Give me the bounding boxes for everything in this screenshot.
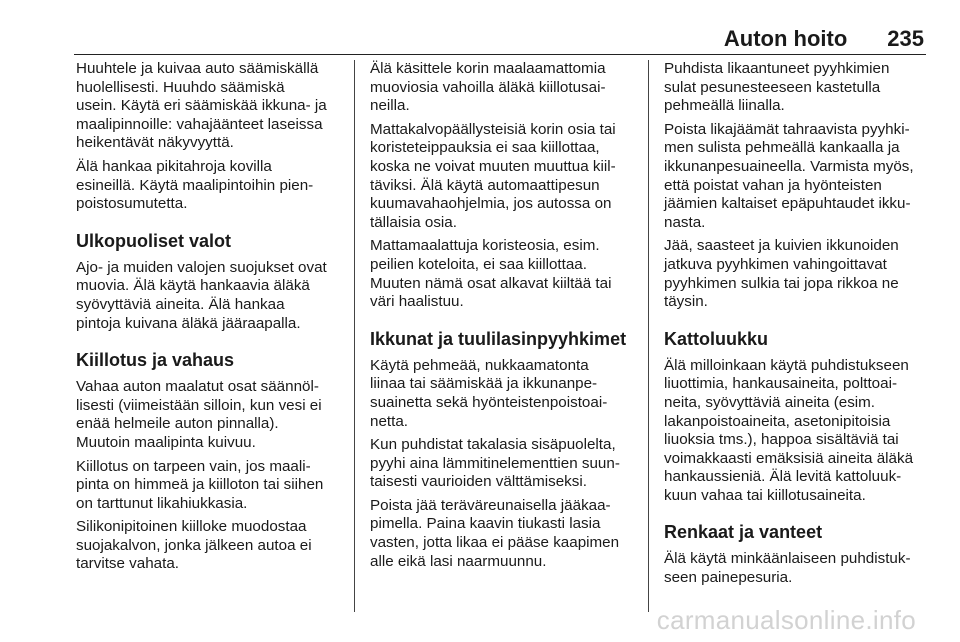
text-line: täviksi. Älä käytä automaattipesun (370, 176, 600, 194)
text-line: neita, syövyttäviä aineita (esim. (664, 393, 876, 411)
text-line: huolellisesti. Huuhdo säämiskä (76, 78, 285, 96)
text-line: jäämien kaltaiset epäpuhtaudet ikku- (664, 195, 911, 213)
header-rule (74, 54, 926, 55)
paragraph (76, 259, 352, 333)
text-line: hankaussieniä. Älä levitä kattoluuk- (664, 468, 902, 486)
text-line: pimella. Paina kaavin tiukasti lasia (370, 515, 601, 533)
text-line: Vahaa auton maalatut osat säännöl- (76, 378, 319, 396)
paragraph (76, 60, 352, 153)
paragraph (370, 121, 646, 233)
text-line: Mattakalvopäällysteisiä korin osia tai (370, 120, 616, 138)
text-line: koristeteippauksia ei saa kiillottaa, (370, 139, 600, 157)
text-line: pintoja kuivana äläkä jääraapalla. (76, 314, 301, 332)
column-divider (354, 60, 355, 612)
text-line: Poista jää teräväreunaisella jääkaa- (370, 496, 611, 514)
text-line: suainetta sekä hyönteistenpoistoai- (370, 393, 608, 411)
text-line: kuumavahaohjelmia, jos autossa on (370, 195, 612, 213)
paragraph (370, 237, 646, 311)
text-line: taisesti vaurioiden välttämiseksi. (370, 473, 587, 491)
text-line: tällaisia osia. (370, 213, 457, 231)
text-line: Jää, saasteet ja kuivien ikkunoiden (664, 237, 899, 255)
text-line: Mattamaalattuja koristeosia, esim. (370, 237, 600, 255)
paragraph (664, 237, 940, 311)
text-line: kuun vahaa tai kiillotusaineita. (664, 486, 866, 504)
text-line: liuoksia tms.), happoa sisältäviä tai (664, 431, 899, 449)
text-line: että poistat vahan ja hyönteisten (664, 176, 882, 194)
text-line: liinaa tai säämiskää ja ikkunanpe- (370, 375, 598, 393)
text-line: Poista likajäämät tahraavista pyyhki- (664, 120, 910, 138)
text-line: on tarttunut likahiukkasia. (76, 494, 248, 512)
text-line: väri haalistuu. (370, 293, 464, 311)
text-line: nasta. (664, 213, 706, 231)
text-line: ikkunanpesuaineella. Varmista myös, (664, 157, 914, 175)
paragraph (76, 518, 352, 574)
text-line: Älä käytä minkäänlaiseen puhdistuk- (664, 550, 911, 568)
text-line: enää helmeile auton pinnalla). (76, 415, 279, 433)
text-line: koska ne voivat muuten muuttua kiil- (370, 157, 616, 175)
text-line: usein. Käytä eri säämiskää ikkuna- ja (76, 97, 327, 115)
text-line: tarvitse vahata. (76, 555, 179, 573)
section-heading: Ikkunat ja tuulilasinpyyhkimet (370, 328, 627, 349)
text-line: Muuten nämä osat alkavat kiiltää tai (370, 274, 612, 292)
text-line: pehmeällä liinalla. (664, 97, 785, 115)
watermark: carmanualsonline.info (656, 605, 916, 635)
text-line: heikentävät näkyvyyttä. (76, 134, 234, 152)
text-line: Älä käsittele korin maalaamattomia (370, 60, 606, 77)
text-line: pinta on himmeä ja kiilloton tai siihen (76, 476, 324, 494)
paragraph (664, 357, 940, 506)
text-line: muoviosia vahoilla äläkä kiillotusai- (370, 78, 606, 96)
text-line: esineillä. Käytä maalipintoihin pien- (76, 176, 314, 194)
text-line: Huuhtele ja kuivaa auto säämiskällä (76, 60, 319, 77)
text-line: Muutoin maalipinta kuivuu. (76, 433, 256, 451)
text-line: suojakalvon, jonka jälkeen autoa ei (76, 536, 312, 554)
column-1 (76, 60, 352, 579)
section-heading: Kiillotus ja vahaus (76, 350, 235, 371)
text-line: muovia. Älä käytä hankaavia äläkä (76, 277, 310, 295)
paragraph (664, 60, 940, 116)
section-heading: Renkaat ja vanteet (664, 522, 823, 543)
text-line: syövyttäviä aineita. Älä hankaa (76, 295, 285, 313)
section-heading: Ulkopuoliset valot (76, 230, 232, 251)
section-title: Auton hoito (723, 26, 848, 51)
text-line: Käytä pehmeää, nukkaamatonta (370, 356, 589, 374)
text-line: liuottimia, hankausaineita, polttoai- (664, 375, 898, 393)
column-2 (370, 60, 646, 576)
page-header (724, 26, 924, 52)
paragraph (370, 60, 646, 116)
text-line: lisesti (viimeistään silloin, kun vesi ei (76, 396, 322, 414)
paragraph (370, 497, 646, 571)
page-number: 235 (887, 26, 924, 51)
text-line: peilien koteloita, ei saa kiillottaa. (370, 255, 587, 273)
text-line: seen painepesuria. (664, 569, 793, 587)
text-line: vasten, jotta likaa ei pääse kaapimen (370, 534, 620, 552)
text-line: Silikonipitoinen kiilloke muodostaa (76, 518, 307, 536)
text-line: lakanpoistoaineita, asetonipitoisia (664, 412, 891, 430)
text-line: Älä hankaa pikitahroja kovilla (76, 157, 272, 175)
text-line: pyyhi aina lämmitinelementtien suun- (370, 454, 620, 472)
text-line: Älä milloinkaan käytä puhdistukseen (664, 356, 909, 374)
text-line: maalipinnoille: vahajäänteet laseissa (76, 115, 323, 133)
text-line: men sulista pehmeällä kankaalla ja (664, 139, 900, 157)
text-line: alle eikä lasi naarmuunnu. (370, 552, 547, 570)
text-line: Ajo- ja muiden valojen suojukset ovat (76, 258, 327, 276)
paragraph (370, 357, 646, 431)
paragraph (76, 158, 352, 214)
text-line: Puhdista likaantuneet pyyhkimien (664, 60, 890, 77)
text-line: jatkuva pyyhkimen vahingoittavat (664, 255, 887, 273)
text-line: netta. (370, 412, 408, 430)
column-divider (648, 60, 649, 612)
column-3 (664, 60, 940, 593)
text-line: voimakkaasti emäksisiä aineita äläkä (664, 449, 914, 467)
text-line: poistosumutetta. (76, 195, 188, 213)
text-line: täysin. (664, 293, 708, 311)
text-line: sulat pesunesteeseen kastetulla (664, 78, 881, 96)
paragraph (664, 550, 940, 587)
paragraph (76, 378, 352, 452)
paragraph (664, 121, 940, 233)
paragraph (370, 436, 646, 492)
text-line: pyyhkimen sulkia tai jopa rikkoa ne (664, 274, 899, 292)
text-line: Kiillotus on tarpeen vain, jos maali- (76, 457, 311, 475)
text-line: Kun puhdistat takalasia sisäpuolelta, (370, 436, 616, 454)
text-line: neilla. (370, 97, 410, 115)
section-heading: Kattoluukku (664, 328, 769, 349)
paragraph (76, 458, 352, 514)
